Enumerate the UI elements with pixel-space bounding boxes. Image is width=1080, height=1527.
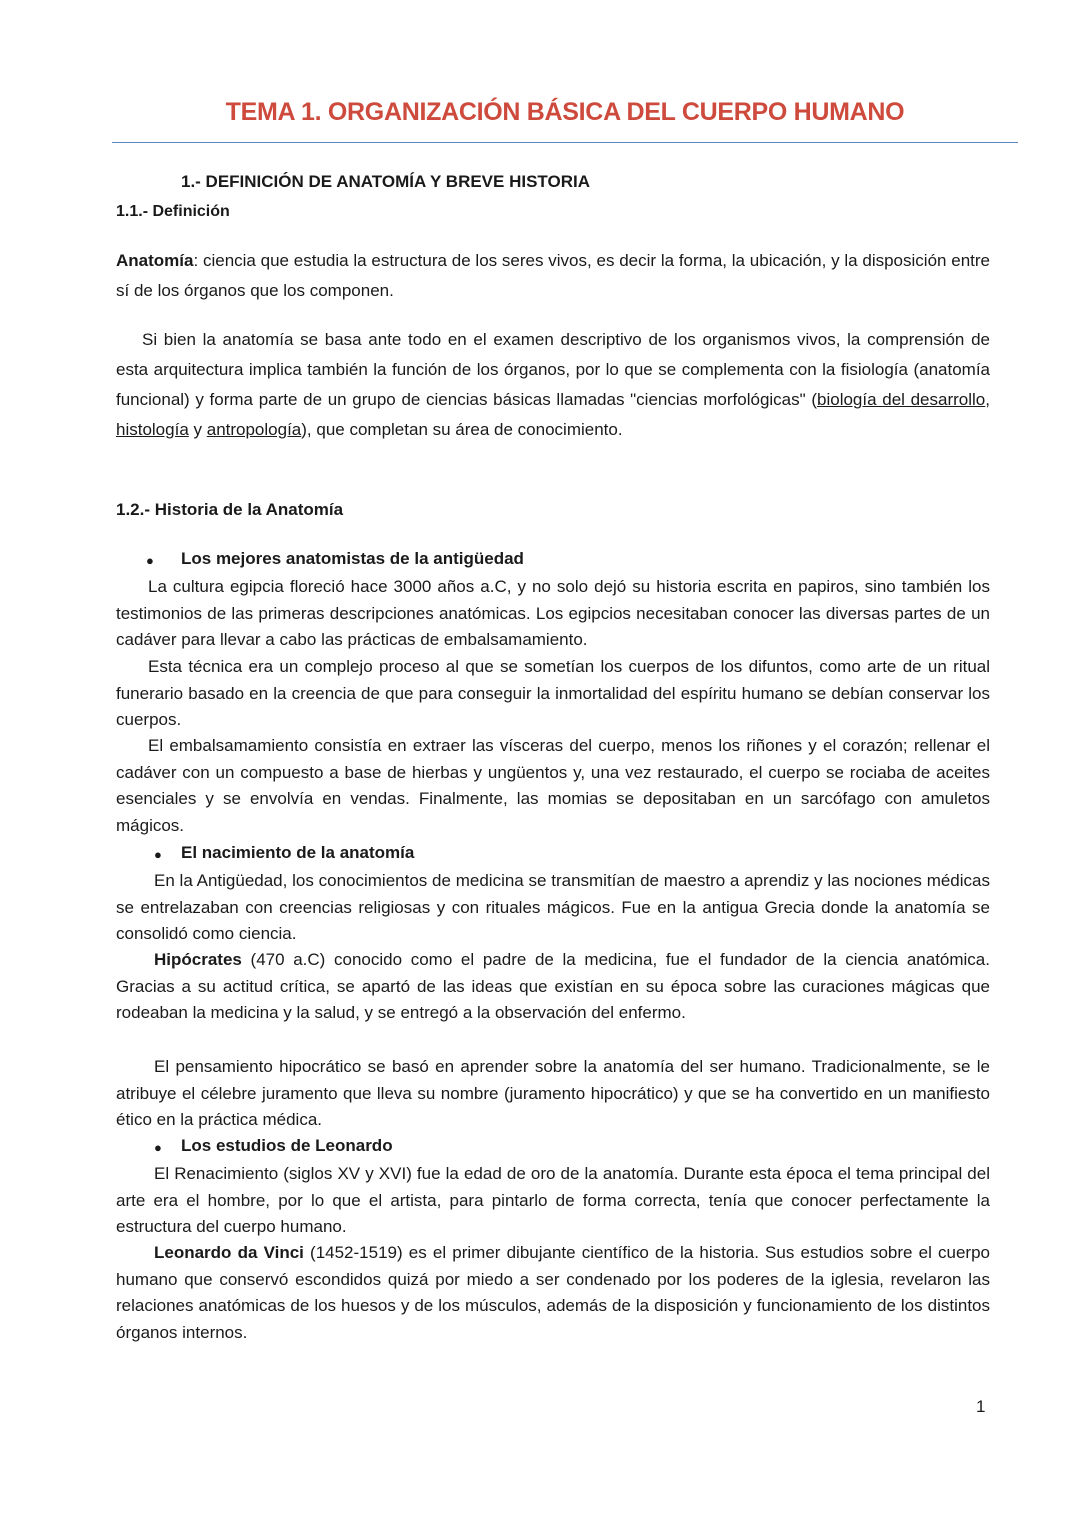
link-antropologia[interactable]: antropología	[206, 420, 302, 439]
link-biologia-desarrollo[interactable]: biología del desarrollo	[817, 390, 986, 409]
title-underline	[112, 142, 1018, 143]
bullet-icon: ●	[146, 553, 154, 568]
definition-term: Anatomía	[116, 251, 194, 270]
link-histologia[interactable]: histología	[116, 420, 189, 439]
name-hipocrates: Hipócrates	[154, 950, 242, 969]
intro-sep-2: y	[188, 420, 207, 439]
hipocrates-text: (470 a.C) conocido como el padre de la medicina, fue el fundador de la ciencia anatómica. Gracias a su actitud crítica, se apartó de las ideas que existían en su época sobre las curaciones mágicas que rodeaban la medicina y la salud, y se entregó a la observación del enfermo.	[116, 950, 990, 1023]
bullet-heading-nacimiento: El nacimiento de la anatomía	[181, 843, 415, 862]
paragraph-egipto-1: La cultura egipcia floreció hace 3000 años a.C, y no solo dejó su historia escrita en papiros, sino también los testimonios de las primeras descripciones anatómicas. Los egipcios necesitaban conocer las diversas partes de un cadáver para llevar a cabo las prácticas de embalsamamiento.	[116, 577, 990, 650]
paragraph-egipto-3: El embalsamamiento consistía en extraer las vísceras del cuerpo, menos los riñones y el corazón; rellenar el cadáver con un compuesto a base de hierbas y ungüentos y, una vez restaurado, el cuerpo se rociaba de aceites esenciales y se envolvía en vendas. Finalmente, las momias se depositaban en un sarcófago con amuletos mágicos.	[116, 736, 990, 836]
page-number: 1	[976, 1397, 986, 1416]
document-title: TEMA 1. ORGANIZACIÓN BÁSICA DEL CUERPO HUMANO	[225, 98, 905, 126]
subsection-heading-definicion: 1.1.- Definición	[116, 203, 230, 220]
bullet-heading-antiguedad: Los mejores anatomistas de la antigüedad	[181, 549, 524, 568]
paragraph-hipocrates	[116, 947, 990, 1027]
name-leonardo: Leonardo da Vinci	[154, 1243, 304, 1262]
paragraph-leonardo-2	[116, 1240, 990, 1347]
definition-paragraph	[116, 246, 990, 306]
paragraph-nacimiento-1: En la Antigüedad, los conocimientos de medicina se transmitían de maestro a aprendiz y las nociones médicas se entrelazaban con creencias religiosas y con rituales mágicos. Fue en la antigua Grecia donde la anatomía se consolidó como ciencia.	[116, 871, 990, 944]
bullet-heading-leonardo: Los estudios de Leonardo	[181, 1136, 393, 1155]
leonardo-text: (1452-1519) es el primer dibujante científico de la historia. Sus estudios sobre el cuerpo humano que conservó escondidos quizá por miedo a ser condenado por los poderes de la iglesia, revelaron las relaciones anatómicas de los huesos y de los músculos, además de la disposición y funcionamiento de los distintos órganos internos.	[116, 1243, 990, 1343]
paragraph-nacimiento-3: El pensamiento hipocrático se basó en aprender sobre la anatomía del ser humano. Tradicionalmente, se le atribuye el célebre juramento que lleva su nombre (juramento hipocrático) y que se ha convertido en un manifiesto ético en la práctica médica.	[116, 1057, 990, 1130]
paragraph-egipto-2: Esta técnica era un complejo proceso al que se sometían los cuerpos de los difuntos, como arte de un ritual funerario basado en la creencia de que para conseguir la inmortalidad del espíritu humano se debían conservar los cuerpos.	[116, 657, 990, 730]
definition-text: : ciencia que estudia la estructura de los seres vivos, es decir la forma, la ubicación, y la disposición entre sí de los órganos que los componen.	[116, 251, 990, 300]
subsection-heading-historia: 1.2.- Historia de la Anatomía	[116, 500, 344, 519]
paragraph-leonardo-1: El Renacimiento (siglos XV y XVI) fue la edad de oro de la anatomía. Durante esta época el tema principal del arte era el hombre, por lo que el artista, para pintarlo de forma correcta, tenía que conocer perfectamente la estructura del cuerpo humano.	[116, 1164, 990, 1237]
intro-text-a: Si bien la anatomía se basa ante todo en el examen descriptivo de los organismos vivos, la comprensión de esta arquitectura implica también la función de los órganos, por lo que se complementa con la fisiología (anatomía funcional) y forma parte de un grupo de ciencias básicas llamadas "ciencias morfológicas" (	[116, 330, 990, 409]
bullet-icon: ●	[154, 847, 162, 862]
bullet-icon: ●	[154, 1140, 162, 1155]
section-heading-1: 1.- DEFINICIÓN DE ANATOMÍA Y BREVE HISTORIA	[181, 172, 590, 191]
intro-paragraph	[116, 325, 990, 445]
intro-sep-1: ,	[985, 390, 990, 409]
intro-text-b: ), que completan su área de conocimiento.	[301, 420, 623, 439]
